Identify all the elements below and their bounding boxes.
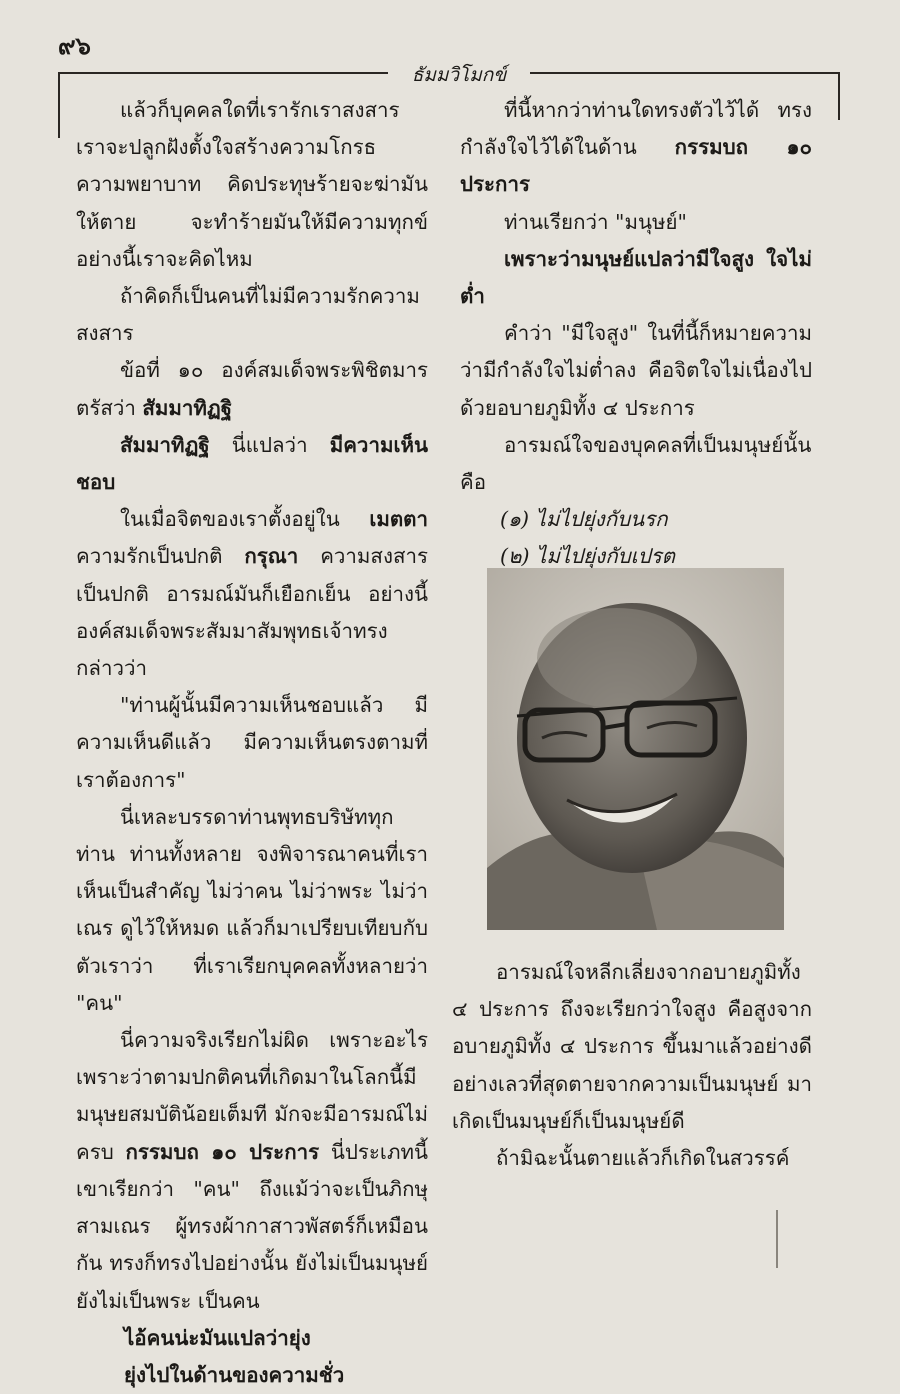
page-number: ๙๖	[58, 31, 91, 60]
bold-text: เมตตา	[369, 507, 428, 532]
text-span: ความรักเป็นปกติ	[76, 544, 245, 569]
paragraph	[76, 1320, 428, 1357]
text-span: คำว่า "มีใจสูง" ในที่นี้ก็หมายความว่ามีกำลังใจไม่ต่ำลง คือจิตใจไม่เนื่องไปด้วยอบายภูมิทั้ง ๔ ประการ	[460, 321, 812, 420]
bold-text: มีความเห็นชอบ	[76, 432, 428, 495]
text-span: อารมณ์ใจหลีกเลี่ยงจากอบายภูมิทั้ง ๔ ประการ ถึงจะเรียกว่าใจสูง คือสูงจากอบายภูมิทั้ง ๔ ประการ ขึ้นมาแล้วอย่างดี อย่างเลวที่สุดตายจากความเป็นมนุษย์ มาเกิดเป็นมนุษย์ก็เป็นมนุษย์ดี	[452, 960, 812, 1133]
paragraph	[460, 315, 812, 427]
bold-text: ไอ้คนน่ะมันแปลว่ายุ่ง	[124, 1325, 311, 1350]
text-span: ข้อที่ ๑๐ องค์สมเด็จพระพิชิตมารตรัสว่า	[76, 358, 428, 420]
frame-top-left	[58, 72, 388, 74]
paragraph	[452, 1140, 812, 1177]
right-column	[460, 92, 812, 650]
paragraph	[460, 427, 812, 501]
paragraph	[76, 278, 428, 352]
paragraph	[460, 501, 812, 538]
page-edge-line	[776, 1210, 778, 1268]
bold-text: ยุ่งไปในด้านของความชั่ว	[124, 1362, 345, 1387]
bold-text: เพราะว่ามนุษย์แปลว่ามีใจสูง ใจไม่ต่ำ	[460, 246, 812, 309]
text-span: นี่เหละบรรดาท่านพุทธบริษัททุกท่าน ท่านทั้งหลาย จงพิจารณาคนที่เราเห็นเป็นสำคัญ ไม่ว่าคน ไม่ว่าพระ ไม่ว่าเณร ดูไว้ให้หมด แล้วก็มาเปรียบเทียบกับตัวเราว่า ที่เราเรียกบุคคลทั้งหลายว่า "คน"	[76, 804, 428, 1015]
text-span: ถ้าคิดก็เป็นคนที่ไม่มีความรักความสงสาร	[76, 284, 420, 346]
text-span: นี่แปลว่า	[209, 432, 330, 457]
monk-portrait-photo	[487, 568, 784, 930]
text-span: ความสงสารเป็นปกติ อารมณ์มันก็เยือกเย็น อย่างนี้องค์สมเด็จพระสัมมาสัมพุทธเจ้าทรงกล่าวว่า	[76, 544, 428, 681]
paragraph	[76, 1022, 428, 1320]
text-span: อารมณ์ใจของบุคคลที่เป็นมนุษย์นั้นคือ	[460, 432, 812, 495]
paragraph	[76, 1357, 428, 1394]
paragraph	[460, 241, 812, 315]
text-span: นี่ประเภทนี้เขาเรียกว่า "คน" ถึงแม้ว่าจะเป็นภิกษุ สามเณร ผู้ทรงผ้ากาสาวพัสตร์ก็เหมือนกัน ทรงก็ทรงไปอย่างนั้น ยังไม่เป็นมนุษย์ ยังไม่เป็นพระ เป็นคน	[76, 1139, 428, 1313]
paragraph	[460, 92, 812, 204]
text-span: ถ้ามิฉะนั้นตายแล้วก็เกิดในสวรรค์	[496, 1146, 790, 1171]
paragraph	[460, 204, 812, 241]
text-span: "ท่านผู้นั้นมีความเห็นชอบแล้ว มีความเห็นดีแล้ว มีความเห็นตรงตามที่เราต้องการ"	[76, 693, 428, 792]
right-column-lower	[452, 954, 812, 1177]
frame-top-right	[530, 72, 840, 74]
bold-text: กรรมบถ ๑๐ ประการ	[460, 135, 812, 197]
bold-text: สัมมาทิฏฐิ	[142, 395, 233, 420]
text-span: นี่ความจริงเรียกไม่ผิด เพราะอะไร เพราะว่าตามปกติคนที่เกิดมาในโลกนี้มีมนุษยสมบัติน้อยเต็มที มักจะมีอารมณ์ไม่ครบ	[76, 1028, 428, 1164]
bold-text: กรรมบถ ๑๐ ประการ	[125, 1139, 320, 1164]
paragraph	[452, 954, 812, 1140]
paragraph	[76, 352, 428, 426]
text-span: ท่านเรียกว่า "มนุษย์"	[504, 209, 687, 234]
text-span: ที่นี้หากว่าท่านใดทรงตัวไว้ได้ ทรงกำลังใจไว้ได้ในด้าน	[460, 98, 812, 160]
text-span: แล้วก็บุคคลใดที่เรารักเราสงสาร เราจะปลูกฝังตั้งใจสร้างความโกรธ ความพยาบาท คิดประทุษร้ายจะฆ่ามันให้ตาย จะทำร้ายมันให้มีความทุกข์ อย่างนี้เราจะคิดไหม	[76, 98, 428, 271]
paragraph	[76, 501, 428, 687]
paragraph	[76, 687, 428, 799]
paragraph	[76, 427, 428, 501]
paragraph	[76, 799, 428, 1022]
text-span: (๑) ไม่ไปยุ่งกับนรก	[500, 507, 668, 532]
running-head: ธัมมวิโมกข์	[411, 64, 507, 86]
frame-right	[838, 72, 840, 120]
frame-left	[58, 72, 60, 138]
left-column	[76, 92, 428, 1394]
bold-text: กรุณา	[244, 544, 299, 569]
paragraph	[76, 92, 428, 278]
bold-text: สัมมาทิฏฐิ	[120, 432, 210, 457]
text-span: (๒) ไม่ไปยุ่งกับเปรต	[500, 544, 675, 569]
text-span: ในเมื่อจิตของเราตั้งอยู่ใน	[120, 507, 370, 532]
